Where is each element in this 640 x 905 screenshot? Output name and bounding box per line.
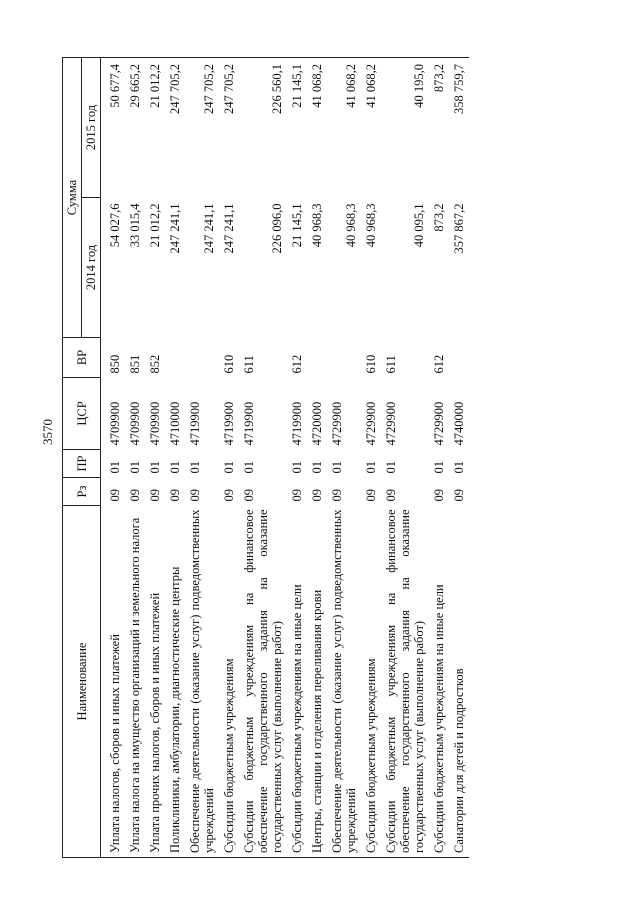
cell-2015: 29 665,2 (125, 58, 145, 198)
cell-pr: 01 (330, 461, 344, 474)
cell-2015: 40 195,0 (381, 58, 429, 198)
cell-rz: 09 (188, 489, 202, 502)
cell-rz: 09 (364, 489, 378, 502)
cell-csr: 4719900 (242, 401, 256, 446)
cell-vr: 851 (128, 354, 142, 374)
cell-2014: 21 012,2 (148, 203, 162, 248)
cell-csr: 4720000 (310, 401, 324, 446)
header-name: Наименование (63, 506, 101, 858)
cell-name: Центры, станции и отделения переливания крови (307, 506, 327, 858)
cell-pr: 01 (432, 461, 446, 474)
cell-pr: 01 (242, 461, 256, 474)
cell-rz: 09 (108, 489, 122, 502)
cell-2014: 40 968,3 (344, 203, 358, 248)
cell-2014: 357 867,2 (452, 203, 466, 254)
cell-rz: 09 (310, 489, 324, 502)
cell-vr (449, 338, 469, 378)
header-csr: ЦСР (63, 378, 101, 450)
cell-csr: 4719900 (188, 401, 202, 446)
cell-vr: 610 (222, 354, 236, 374)
cell-2015: 41 068,2 (361, 58, 381, 198)
rotated-table-container (62, 58, 582, 858)
table-row (239, 58, 287, 858)
cell-2014: 21 145,1 (290, 203, 304, 248)
cell-2015: 50 677,4 (105, 58, 125, 198)
header-2015: 2015 год (82, 58, 101, 198)
cell-2014: 247 241,1 (222, 203, 236, 254)
cell-name: Уплата прочих налогов, сборов и иных платежей (145, 506, 165, 858)
cell-2015: 226 560,1 (239, 58, 287, 198)
cell-csr: 4740000 (452, 401, 466, 446)
cell-vr: 850 (108, 354, 122, 374)
cell-vr: 612 (290, 354, 304, 374)
table-body (101, 58, 470, 858)
table-row (327, 58, 361, 858)
table-row (381, 58, 429, 858)
cell-rz: 09 (330, 489, 344, 502)
cell-name: Субсидии бюджетным учреждениям на иные цели (429, 506, 449, 858)
budget-table (62, 57, 469, 858)
header-pr: ПР (63, 450, 101, 478)
table-row (287, 58, 307, 858)
cell-pr: 01 (384, 461, 398, 474)
cell-2014: 54 027,6 (108, 203, 122, 248)
cell-2014: 247 241,1 (202, 203, 216, 254)
cell-rz: 09 (452, 489, 466, 502)
cell-2015: 247 705,2 (165, 58, 185, 198)
cell-2015: 358 759,7 (449, 58, 469, 198)
cell-csr: 4729900 (384, 401, 398, 446)
table-row (429, 58, 449, 858)
cell-name: Субсидии бюджетным учреждениям на иные цели (287, 506, 307, 858)
cell-name: Субсидии бюджетным учреждениям на финансовое обеспечение государственного задания на оказание государственных услуг (выполнение работ) (239, 506, 287, 858)
cell-2014: 247 241,1 (168, 203, 182, 254)
cell-vr: 611 (384, 355, 398, 374)
cell-vr: 611 (242, 355, 256, 374)
cell-2015: 873,2 (429, 58, 449, 198)
cell-vr (307, 338, 327, 378)
table-row (185, 58, 219, 858)
cell-2015: 21 012,2 (145, 58, 165, 198)
cell-2014: 873,2 (432, 203, 446, 232)
cell-rz: 09 (290, 489, 304, 502)
cell-rz: 09 (168, 489, 182, 502)
cell-csr: 4709900 (108, 401, 122, 446)
cell-pr: 01 (290, 461, 304, 474)
cell-name: Субсидии бюджетным учреждениям на финансовое обеспечение государственного задания на оказание государственных услуг (выполнение работ) (381, 506, 429, 858)
cell-pr: 01 (310, 461, 324, 474)
cell-2015: 41 068,2 (327, 58, 361, 198)
cell-name: Субсидии бюджетным учреждениям (219, 506, 239, 858)
cell-pr: 01 (452, 461, 466, 474)
cell-name: Уплата налога на имущество организаций и земельного налога (125, 506, 145, 858)
page-number: 3570 (40, 419, 55, 445)
cell-name: Санатории для детей и подростков (449, 506, 469, 858)
table-row (449, 58, 469, 858)
cell-rz: 09 (242, 489, 256, 502)
cell-pr: 01 (108, 461, 122, 474)
table-row (165, 58, 185, 858)
cell-2014: 226 096,0 (270, 203, 284, 254)
header-sum: Сумма (63, 58, 82, 338)
cell-2015: 247 705,2 (185, 58, 219, 198)
cell-name: Поликлиники, амбулатории, диагностические центры (165, 506, 185, 858)
cell-2014: 40 095,1 (412, 203, 426, 248)
cell-csr: 4729900 (432, 401, 446, 446)
cell-name: Уплата налогов, сборов и иных платежей (105, 506, 125, 858)
cell-vr (165, 338, 185, 378)
cell-pr: 01 (148, 461, 162, 474)
cell-vr (185, 338, 219, 378)
cell-vr: 612 (432, 354, 446, 374)
cell-rz: 09 (128, 489, 142, 502)
cell-rz: 09 (148, 489, 162, 502)
cell-vr: 852 (148, 354, 162, 374)
cell-2014: 40 968,3 (310, 203, 324, 248)
cell-csr: 4709900 (148, 401, 162, 446)
cell-rz: 09 (432, 489, 446, 502)
cell-name: Обеспечение деятельности (оказание услуг) подведомственных учреждений (327, 506, 361, 858)
cell-2015: 41 068,2 (307, 58, 327, 198)
cell-name: Субсидии бюджетным учреждениям (361, 506, 381, 858)
cell-csr: 4729900 (364, 401, 378, 446)
cell-name: Обеспечение деятельности (оказание услуг) подведомственных учреждений (185, 506, 219, 858)
header-2014: 2014 год (82, 198, 101, 338)
table-row (307, 58, 327, 858)
cell-rz: 09 (222, 489, 236, 502)
cell-csr: 4719900 (222, 401, 236, 446)
table-row (361, 58, 381, 858)
cell-vr: 610 (364, 354, 378, 374)
header-rz: Рз (63, 478, 101, 506)
cell-2014: 33 015,4 (128, 203, 142, 248)
cell-rz: 09 (384, 489, 398, 502)
table-row (145, 58, 165, 858)
header-vr: ВР (63, 338, 101, 378)
cell-csr: 4709900 (128, 401, 142, 446)
cell-csr: 4719900 (290, 401, 304, 446)
cell-csr: 4710000 (168, 401, 182, 446)
cell-pr: 01 (188, 461, 202, 474)
cell-2015: 247 705,2 (219, 58, 239, 198)
cell-csr: 4729900 (330, 401, 344, 446)
cell-vr (327, 338, 361, 378)
table-row (105, 58, 125, 858)
cell-pr: 01 (168, 461, 182, 474)
cell-pr: 01 (222, 461, 236, 474)
cell-2014: 40 968,3 (364, 203, 378, 248)
cell-pr: 01 (128, 461, 142, 474)
table-row (125, 58, 145, 858)
table-header (63, 58, 101, 858)
table-row (219, 58, 239, 858)
cell-2015: 21 145,1 (287, 58, 307, 198)
cell-pr: 01 (364, 461, 378, 474)
